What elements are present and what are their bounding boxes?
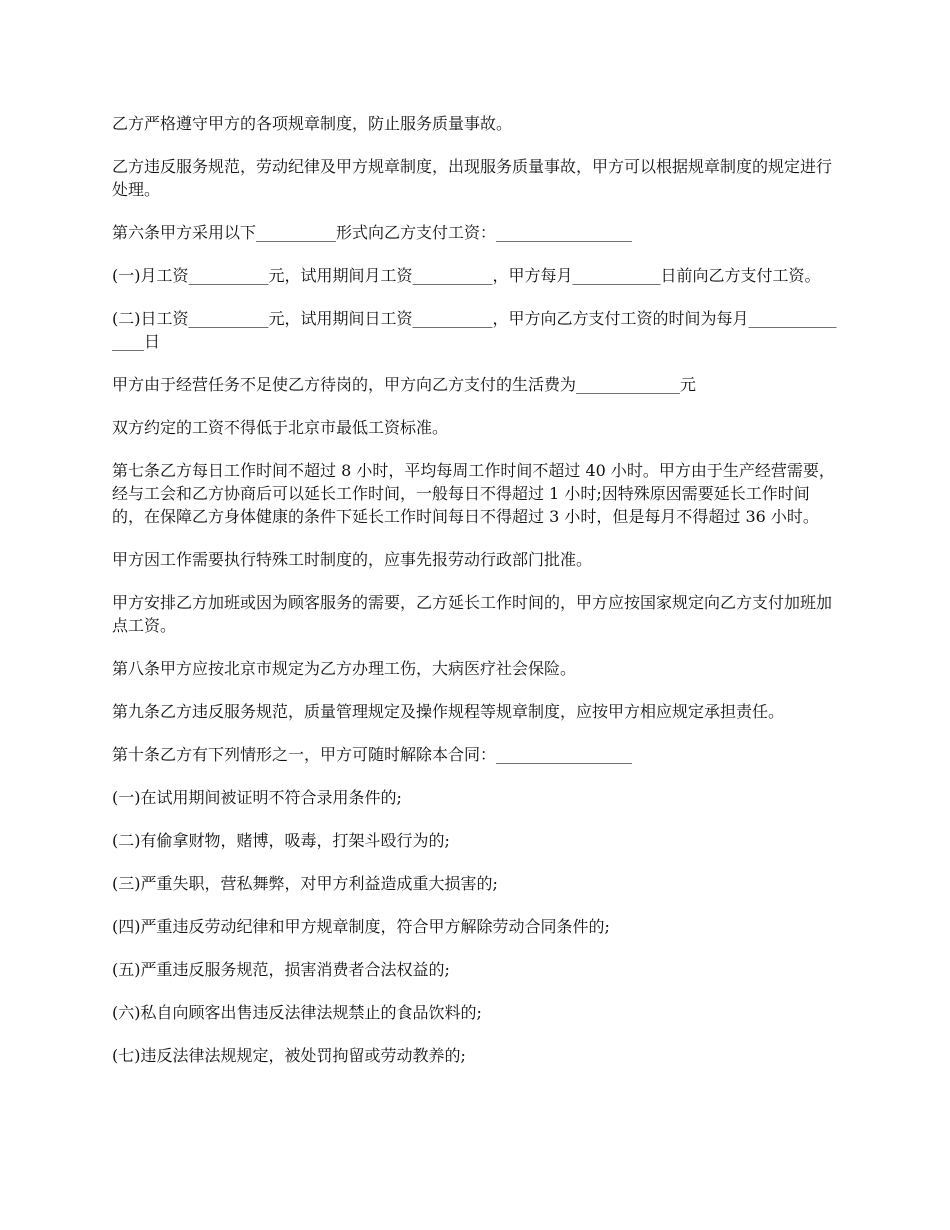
paragraph-20: (七)违反法律法规规定，被处罚拘留或劳动教养的; [112,1046,466,1065]
paragraph-18: (五)严重违反服务规范，损害消费者合法权益的; [112,960,450,979]
paragraph-1: 乙方严格遵守甲方的各项规章制度，防止服务质量事故。 [112,114,513,133]
paragraph-16: (三)严重失职，营私舞弊，对甲方利益造成重大损害的; [112,874,498,893]
paragraph-12: 第九条乙方违反服务规范，质量管理规定及操作规程等规章制度，应按甲方相应规定承担责任。 [112,702,785,721]
paragraph-19: (六)私自向顾客出售违反法律法规禁止的食品饮料的; [112,1003,482,1022]
paragraph-7: 双方约定的工资不得低于北京市最低工资标准。 [112,418,449,437]
paragraph-11: 第八条甲方应按北京市规定为乙方办理工伤，大病医疗社会保险。 [112,659,577,678]
paragraph-2: 乙方违反服务规范，劳动纪律及甲方规章制度，出现服务质量事故，甲方可以根据规章制度的规定进行处理。 [112,157,833,199]
document-page [112,112,840,1087]
paragraph-3: 第六条甲方采用以下__________形式向乙方支付工资：_________________ [112,223,633,242]
paragraph-5: (二)日工资__________元，试用期间日工资__________，甲方向乙方支付工资的时间为每月_______________日 [112,309,837,351]
paragraph-14: (一)在试用期间被证明不符合录用条件的; [112,788,402,807]
paragraph-10: 甲方安排乙方加班或因为顾客服务的需要，乙方延长工作时间的，甲方应按国家规定向乙方支付加班加点工资。 [112,593,833,635]
paragraph-4: (一)月工资__________元，试用期间月工资__________，甲方每月___________日前向乙方支付工资。 [112,266,821,285]
paragraph-6: 甲方由于经营任务不足使乙方待岗的，甲方向乙方支付的生活费为_____________元 [112,375,697,394]
paragraph-13: 第十条乙方有下列情形之一，甲方可随时解除本合同：_________________ [112,745,633,764]
paragraph-8: 第七条乙方每日工作时间不超过 8 小时，平均每周工作时间不超过 40 小时。甲方由于生产经营需要，经与工会和乙方协商后可以延长工作时间，一般每日不得超过 1 小时;因特殊原因需要延长工作时间的，在保障乙方身体健康的条件下延长工作时间每日不得超过 3 小时，但是每月不得超过 36 小时。 [112,461,835,526]
paragraph-17: (四)严重违反劳动纪律和甲方规章制度，符合甲方解除劳动合同条件的; [112,917,610,936]
paragraph-9: 甲方因工作需要执行特殊工时制度的，应事先报劳动行政部门批准。 [112,550,593,569]
paragraph-15: (二)有偷拿财物，赌博，吸毒，打架斗殴行为的; [112,831,450,850]
